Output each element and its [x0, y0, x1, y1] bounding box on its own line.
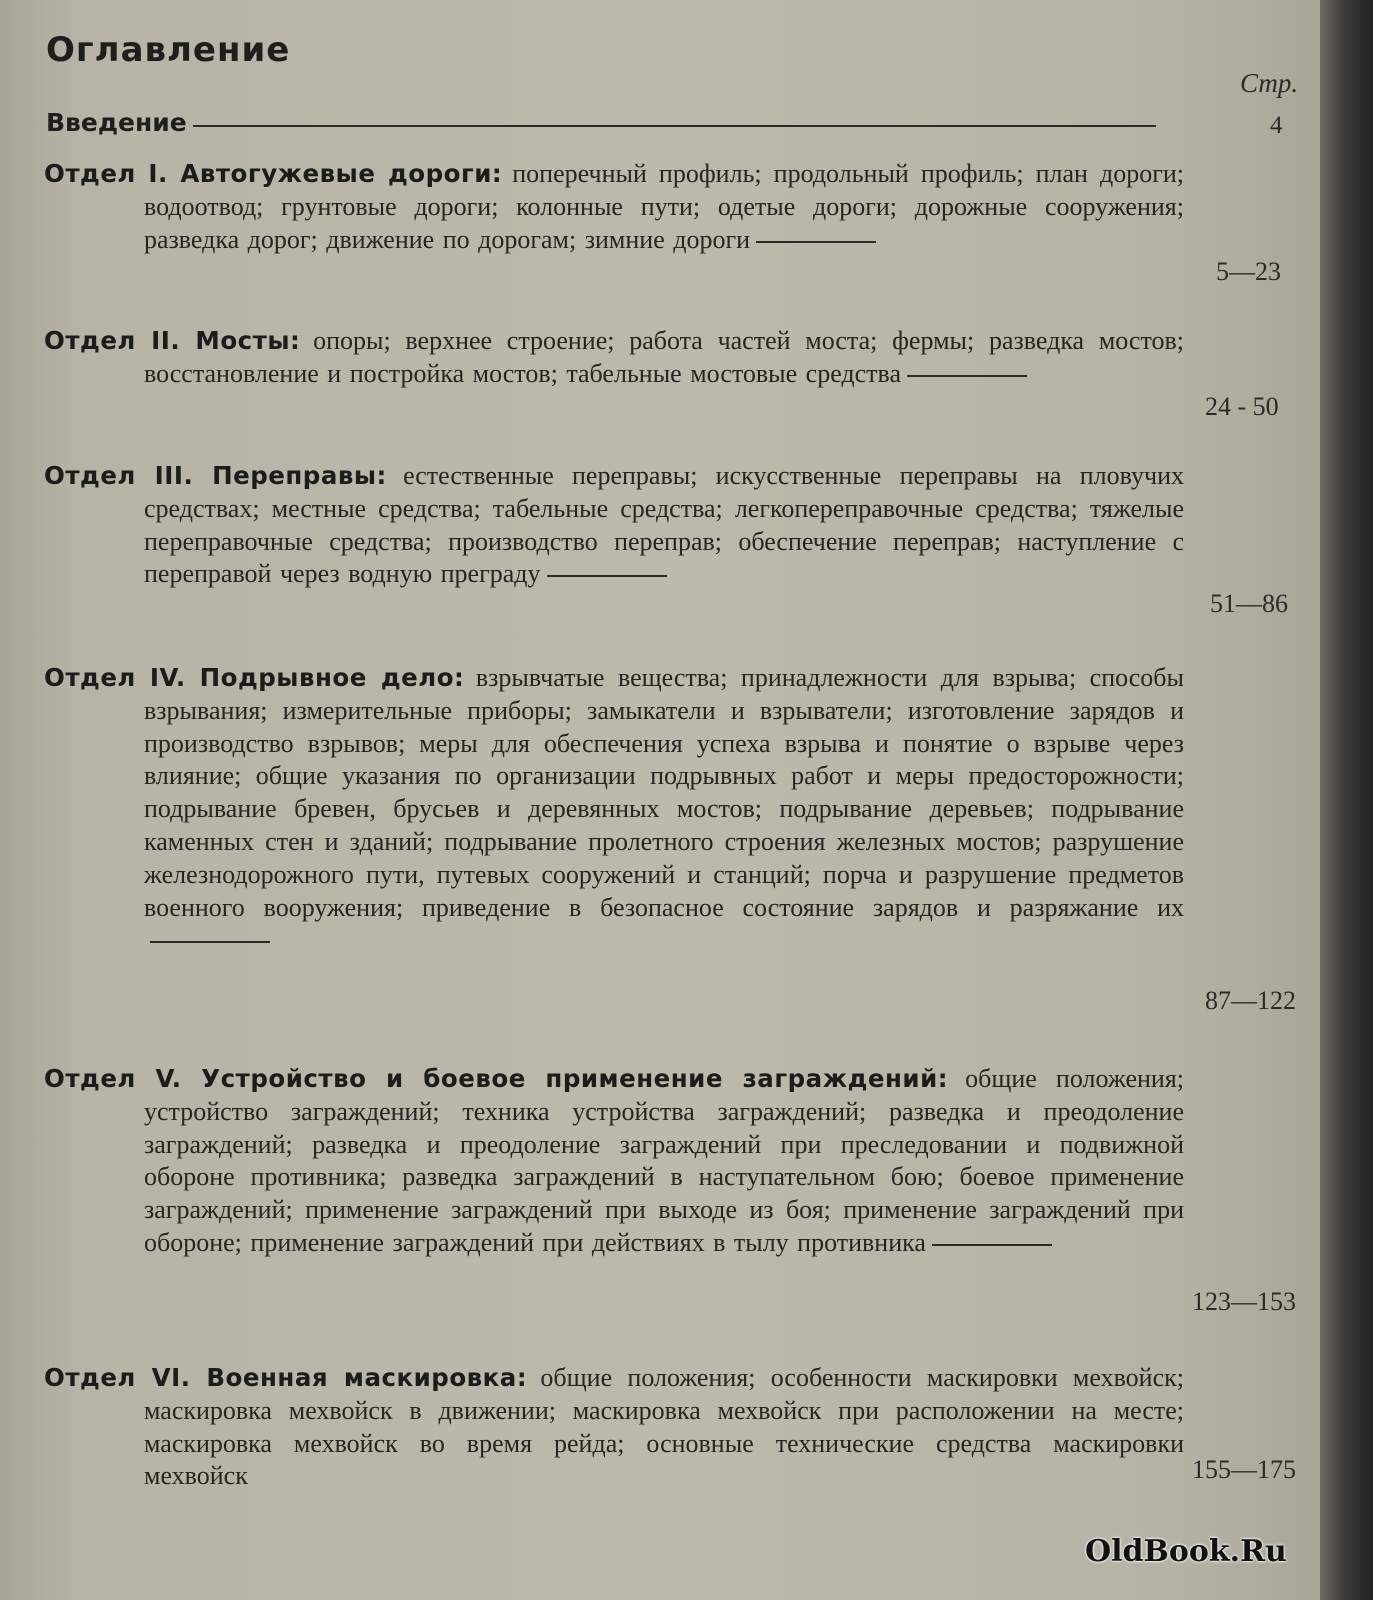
section-6-page-range: 155—175 [1192, 1455, 1296, 1484]
section-contents: естественные переправы; искусственные переправы на пловучих средствах; местные средства; табельные средства; легкопереправочные средства; тяжелые переправочные средства; производство переправ; обеспечение переправ; наступление с переправой через водную преграду [144, 461, 1184, 589]
section-text [44, 1063, 1184, 1260]
section-heading: Отдел I. Автогужевые дороги: [44, 159, 503, 188]
section-contents: опоры; верхнее строение; работа частей моста; фермы; разведка мостов; восстановление и постройка мостов; табельные мостовые средства [144, 326, 1184, 388]
section-heading: Отдел V. Устройство и боевое применение заграждений: [44, 1064, 949, 1093]
section-3-page-range: 51—86 [1210, 589, 1288, 618]
section-4-page-range: 87—122 [1205, 986, 1296, 1015]
introduction-page-number: 4 [1270, 112, 1283, 139]
section-text [44, 325, 1184, 391]
section-heading: Отдел III. Переправы: [44, 461, 387, 490]
section-1-page-range: 5—23 [1216, 257, 1281, 286]
section-contents: взрывчатые вещества; принадлежности для взрыва; способы взрывания; измерительные приборы; замыкатели и взрыватели; изготовление зарядов и производство взрывов; меры для обеспечения успеха взрыва и понятие о взрыве через влияние; общие указания по организации подрывных работ и меры предосторожности; подрывание бревен, брусьев и деревянных мостов; подрывание деревьев; подрывание каменных стен и зданий; подрывание пролетного строения железных мостов; разрушение железнодорожного пути, путевых сооружений и станций; порча и разрушение предметов военного вооружения; приведение в безопасное состояние зарядов и разряжание их [144, 663, 1185, 922]
section-text [44, 460, 1184, 591]
section-contents: общие положения; особенности маскировки мехвойск; маскировка мехвойск в движении; маскировка мехвойск при расположении на месте; маскировка мехвойск во время рейда; основные технические средства маскировки мехвойск [144, 1363, 1184, 1491]
section-text [44, 158, 1184, 256]
dot-leader [932, 1244, 1052, 1246]
page-column-label: Стр. [1240, 68, 1299, 98]
section-2-page-range: 24 - 50 [1205, 392, 1279, 421]
dot-leader [193, 125, 1156, 127]
site-watermark: OldBook.Ru [1085, 1534, 1287, 1569]
section-heading: Отдел IV. Подрывное дело: [44, 663, 465, 692]
section-heading: Отдел VI. Военная маскировка: [44, 1363, 528, 1392]
toc-entry-section-1 [44, 158, 1184, 256]
toc-entry-section-2 [44, 325, 1184, 391]
toc-entry-section-5 [44, 1063, 1184, 1260]
dot-leader [907, 375, 1027, 377]
dot-leader [150, 941, 270, 943]
toc-entry-section-3 [44, 460, 1184, 591]
toc-entry-section-4 [44, 662, 1184, 957]
introduction-label: Введение [46, 108, 187, 137]
toc-entry-introduction [46, 108, 1156, 137]
section-heading: Отдел II. Мосты: [44, 326, 301, 355]
toc-entry-section-6 [44, 1362, 1184, 1493]
book-spine [1320, 0, 1373, 1600]
section-text [44, 662, 1184, 957]
section-contents: общие положения; устройство заграждений; техника устройства заграждений; разведка и преодоление заграждений; разведка и преодоление заграждений при преследовании и подвижной обороне противника; разведка заграждений в наступательном бою; боевое применение заграждений; применение заграждений при выходе из боя; применение заграждений при обороне; применение заграждений при действиях в тылу противника [144, 1064, 1184, 1257]
dot-leader [756, 241, 876, 243]
toc-title: Оглавление [46, 30, 291, 70]
section-5-page-range: 123—153 [1192, 1287, 1296, 1316]
section-text [44, 1362, 1184, 1493]
section-contents: поперечный профиль; продольный профиль; план дороги; водоотвод; грунтовые дороги; колонные пути; одетые дороги; дорожные сооружения; разведка дорог; движение по дорогам; зимние дороги [144, 159, 1184, 254]
dot-leader [547, 575, 667, 577]
